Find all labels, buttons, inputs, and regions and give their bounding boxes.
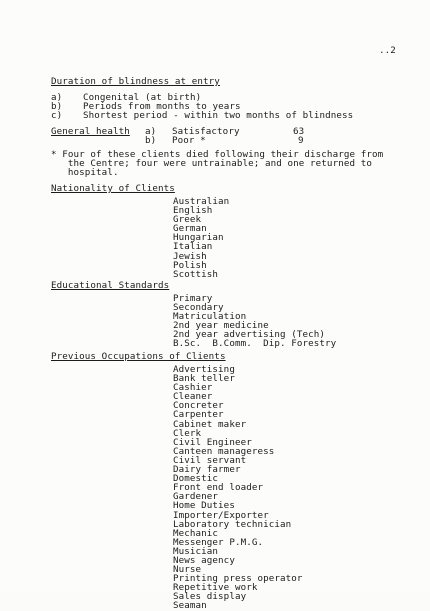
list-item: Matriculation: [173, 311, 247, 323]
list-item: Bank teller: [173, 373, 235, 385]
list-item: Hungarian: [173, 232, 224, 244]
health-value-a: 63: [293, 126, 305, 137]
list-item: B.Sc. B.Comm. Dip. Forestry: [173, 338, 337, 350]
occupations-list: [173, 365, 303, 611]
list-item: Carpenter: [173, 409, 224, 421]
list-item: Canteen manageress: [173, 445, 275, 457]
education-heading: Educational Standards: [51, 280, 170, 291]
list-item: Domestic: [173, 473, 219, 485]
occupations-heading: Previous Occupations of Clients: [51, 351, 226, 362]
list-item: Civil Engineer: [173, 436, 252, 448]
list-item: Greek: [173, 214, 202, 226]
list-item: Civil servant: [173, 454, 247, 466]
list-item: Mechanic: [173, 527, 219, 539]
list-item: Front end loader: [173, 482, 264, 494]
list-item: Cleaner: [173, 391, 213, 403]
page-number: ..2: [379, 45, 396, 56]
duration-item-b: Periods from months to years: [83, 101, 241, 112]
nationality-heading: Nationality of Clients: [51, 183, 175, 194]
health-heading: General health: [51, 126, 130, 137]
health-footnote-line-2: the Centre; four were untrainable; and one returned to: [51, 158, 372, 169]
duration-marker-a: a): [51, 92, 63, 103]
list-item: 2nd year advertising (Tech): [173, 329, 326, 341]
list-item: Nurse: [173, 564, 202, 576]
list-item: German: [173, 223, 207, 235]
list-item: Printing press operator: [173, 573, 303, 585]
list-item: Polish: [173, 259, 207, 271]
list-item: Home Duties: [173, 500, 235, 512]
list-item: Concreter: [173, 400, 224, 412]
health-label-b: Poor *: [172, 135, 206, 146]
list-item: Jewish: [173, 250, 207, 262]
list-item: Repetitive work: [173, 582, 258, 594]
list-item: Cabinet maker: [173, 418, 247, 430]
health-label-a: Satisfactory: [172, 126, 240, 137]
nationality-list: [173, 197, 229, 279]
list-item: Scottish: [173, 268, 219, 280]
health-footnote-line-1: * Four of these clients died following their discharge from: [51, 149, 384, 160]
list-item: News agency: [173, 554, 235, 566]
health-marker-a: a): [145, 126, 157, 137]
list-item: Advertising: [173, 364, 235, 375]
list-item: Laboratory technician: [173, 518, 292, 530]
health-value-b: 9: [298, 135, 304, 146]
list-item: Secondary: [173, 302, 224, 314]
duration-item-c: Shortest period - within two months of blindness: [83, 110, 354, 121]
list-item: Cashier: [173, 382, 213, 394]
health-marker-b: b): [145, 135, 157, 146]
education-list: [173, 294, 336, 349]
list-item: Messenger P.M.G.: [173, 536, 264, 548]
list-item: Italian: [173, 241, 213, 253]
list-item: Gardener: [173, 491, 219, 503]
duration-marker-c: c): [51, 110, 63, 121]
list-item: Seaman: [173, 600, 207, 611]
health-footnote-line-3: hospital.: [51, 167, 119, 178]
list-item: Australian: [173, 196, 230, 207]
list-item: Clerk: [173, 427, 202, 439]
list-item: Importer/Exporter: [173, 509, 269, 521]
list-item: Sales display: [173, 591, 247, 603]
list-item: Primary: [173, 293, 213, 304]
list-item: Dairy farmer: [173, 464, 241, 476]
list-item: English: [173, 205, 213, 217]
list-item: 2nd year medicine: [173, 320, 269, 332]
duration-heading: Duration of blindness at entry: [51, 76, 220, 87]
duration-marker-b: b): [51, 101, 63, 112]
duration-item-a: Congenital (at birth): [83, 92, 202, 103]
list-item: Musician: [173, 545, 219, 557]
